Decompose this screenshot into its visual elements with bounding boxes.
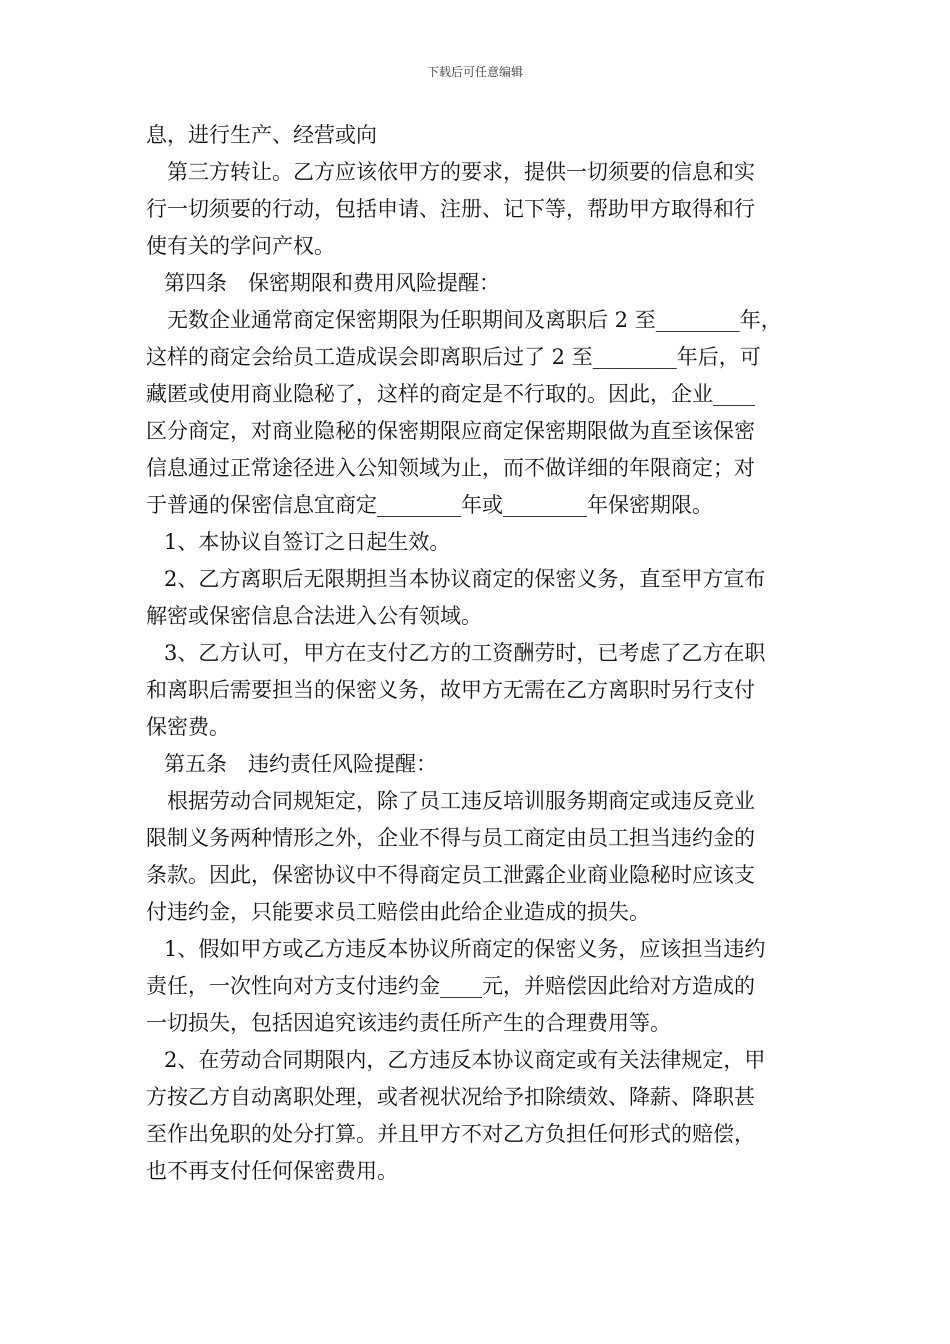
text-line: 根据劳动合同规矩定，除了员工违反培训服务期商定或违反竞业 — [167, 789, 755, 813]
text-line: 藏匿或使用商业隐秘了，这样的商定是不行取的。因此，企业____ — [146, 382, 755, 406]
text-line: 限制义务两种情形之外，企业不得与员工商定由员工担当违约金的 — [146, 826, 755, 850]
text-line: 无数企业通常商定保密期限为任职期间及离职后 2 至________年， — [167, 308, 782, 332]
text-line: 付违约金，只能要求员工赔偿由此给企业造成的损失。 — [146, 900, 650, 924]
text-line: 行一切须要的行动，包括申请、注册、记下等，帮助甲方取得和行 — [146, 197, 755, 221]
text-line: 区分商定，对商业隐秘的保密期限应商定保密期限做为直至该保密 — [146, 419, 755, 443]
clause-line: 2、乙方离职后无限期担当本协议商定的保密义务，直至甲方宣布 — [164, 567, 766, 591]
text-line: 条款。因此，保密协议中不得商定员工泄露企业商业隐秘时应该支 — [146, 863, 755, 887]
text-line: 息，进行生产、经营或向 — [146, 123, 377, 147]
text-line: 一切损失，包括因追究该违约责任所产生的合理费用等。 — [146, 1011, 671, 1035]
clause-line: 3、乙方认可，甲方在支付乙方的工资酬劳时，已考虑了乙方在职 — [164, 641, 766, 665]
text-line: 至作出免职的处分打算。并且甲方不对乙方负担任何形式的赔偿， — [146, 1122, 755, 1146]
clause-line: 1、本协议自签订之日起生效。 — [164, 530, 451, 554]
clause-line: 2、在劳动合同期限内，乙方违反本协议商定或有关法律规定，甲 — [164, 1048, 766, 1072]
text-line: 也不再支付任何保密费用。 — [146, 1159, 398, 1183]
text-line: 和离职后需要担当的保密义务，故甲方无需在乙方离职时另行支付 — [146, 678, 755, 702]
text-line: 方按乙方自动离职处理，或者视状况给予扣除绩效、降薪、降职甚 — [146, 1085, 755, 1109]
text-line: 这样的商定会给员工造成误会即离职后过了 2 至________年后，可 — [146, 345, 761, 369]
page-header: 下载后可任意编辑 — [426, 65, 523, 79]
article-heading: 第五条 违约责任风险提醒： — [164, 752, 437, 776]
text-line: 信息通过正常途径进入公知领域为止，而不做详细的年限商定；对 — [146, 456, 755, 480]
text-line: 使有关的学问产权。 — [146, 234, 335, 258]
article-heading: 第四条 保密期限和费用风险提醒： — [164, 271, 500, 295]
clause-line: 1、假如甲方或乙方违反本协议所商定的保密义务，应该担当违约 — [164, 937, 766, 961]
text-line: 于普通的保密信息宜商定________年或________年保密期限。 — [146, 493, 713, 517]
text-line: 保密费。 — [146, 715, 230, 739]
document-body — [146, 117, 814, 1190]
text-line: 解密或保密信息合法进入公有领域。 — [146, 604, 482, 628]
text-line: 责任，一次性向对方支付违约金____元，并赔偿因此给对方造成的 — [146, 974, 755, 998]
text-line: 第三方转让。乙方应该依甲方的要求，提供一切须要的信息和实 — [167, 160, 755, 184]
